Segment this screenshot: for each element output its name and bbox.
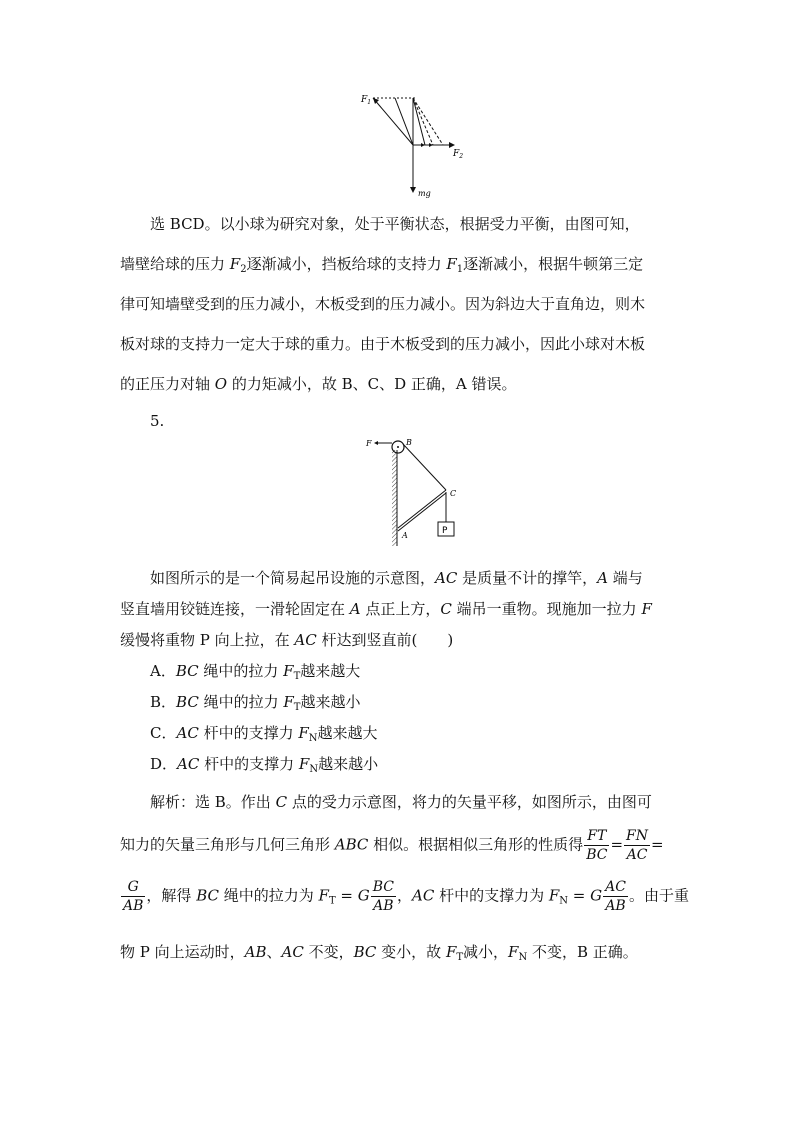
- option-c-text: 杆中的支撑力: [198, 724, 299, 742]
- analysis5-line1: [150, 791, 652, 812]
- stem1-c: 端与: [607, 569, 643, 587]
- frac4-num: BC: [372, 879, 394, 895]
- option-a[interactable]: [150, 660, 360, 681]
- analysis4-f1-sub: 1: [456, 264, 464, 275]
- frac4-den: AB: [373, 898, 394, 914]
- stem2-a-point: A: [349, 600, 361, 618]
- f1-arrowhead: [373, 98, 379, 104]
- stem2-b: 点正上方，: [360, 600, 441, 618]
- a5l2-abc: ABC: [334, 835, 369, 854]
- option-c-var: F: [298, 724, 309, 742]
- analysis4-line2-a: 墙壁给球的压力: [120, 255, 230, 273]
- option-d-var: F: [298, 755, 310, 773]
- a5l3-e: 。由于重: [628, 886, 689, 905]
- option-d-tail: 越来越小: [318, 755, 379, 773]
- option-c-tail: 越来越大: [317, 724, 378, 742]
- a5l4-ft: F: [445, 943, 457, 961]
- rope-bc: [403, 444, 446, 490]
- f-arrowhead: [374, 441, 378, 445]
- option-b[interactable]: [150, 691, 360, 712]
- question5-number: 5.: [150, 412, 165, 430]
- a5l3-g1: G: [357, 886, 370, 905]
- a5l3-a: ，解得: [146, 886, 197, 905]
- a5l4-fn: F: [508, 943, 519, 961]
- option-a-prefix: A．: [150, 662, 176, 680]
- option-a-var: F: [283, 662, 294, 680]
- stem2-f: F: [641, 600, 652, 618]
- stem1-a-point: A: [597, 569, 608, 587]
- option-c-subject: AC: [176, 724, 199, 742]
- option-d-prefix: D．: [150, 755, 178, 773]
- stem3-b: 杆达到竖直前( ): [316, 631, 454, 649]
- a5l4-a: 物 P 向上运动时，: [120, 943, 245, 961]
- f2-tick-2: [429, 143, 433, 147]
- c-label: C: [450, 489, 457, 498]
- a5l3-g2: G: [590, 886, 603, 905]
- crane-diagram-figure: [362, 436, 472, 548]
- pulley-axle: [397, 446, 399, 448]
- analysis5-line3: [120, 878, 689, 915]
- a5l3-fn: F: [548, 886, 560, 905]
- a5l3-eq1: =: [335, 886, 358, 905]
- a5l3-eq2: =: [568, 886, 591, 905]
- analysis4-line5-b: 的力矩减小，故 B、C、D 正确，A 错误。: [227, 375, 517, 393]
- option-d[interactable]: [150, 753, 378, 774]
- analysis5-line2: [120, 827, 664, 864]
- mg-arrowhead: [410, 187, 416, 193]
- mg-label: mg: [418, 189, 431, 198]
- p-label: P: [442, 526, 448, 536]
- frac-ft-bc: [584, 827, 609, 864]
- a5l4-ac: AC: [281, 943, 304, 961]
- a5l2-b: 相似。根据相似三角形的性质得: [368, 835, 584, 854]
- a5l4-ab: AB: [244, 943, 267, 961]
- analysis4-f1: F: [446, 255, 457, 273]
- analysis4-line4: 板对球的支持力一定大于球的重力。由于木板受到的压力减小，因此小球对木板: [120, 335, 646, 353]
- a5l3-fn-sub: N: [559, 895, 569, 907]
- option-b-sub: T: [293, 702, 301, 713]
- frac-bc-ab: [371, 878, 396, 915]
- a5l4-e: 减小，: [463, 943, 509, 961]
- frac-ab-den: AB: [123, 898, 144, 914]
- a5l4-ft-sub: T: [456, 952, 464, 963]
- option-d-text: 杆中的支撑力: [199, 755, 299, 773]
- f1-vector: [373, 98, 413, 145]
- a5l1-c: C: [275, 793, 288, 811]
- dashed-slant-2: [413, 98, 443, 145]
- a5l4-fn-sub: N: [518, 952, 528, 963]
- a5l4-d: 变小，故: [376, 943, 446, 961]
- option-c-sub: N: [308, 733, 318, 744]
- option-b-text: 绳中的拉力: [198, 693, 284, 711]
- a5l4-c: 不变，: [303, 943, 354, 961]
- frac-ac-ab: [603, 878, 628, 915]
- b-label: B: [406, 438, 412, 447]
- a5l4-f: 不变，B 正确。: [527, 943, 638, 961]
- stem2-c-point: C: [440, 600, 452, 618]
- frac-ft-num: FT: [584, 827, 609, 846]
- question5-stem-line2: [120, 598, 652, 619]
- analysis4-line5: [120, 373, 517, 394]
- frac5-den: AB: [605, 898, 626, 914]
- option-d-subject: AC: [177, 755, 200, 773]
- analysis4-f2-sub: 2: [240, 264, 247, 275]
- a5l3-ac: AC: [411, 886, 435, 905]
- question5-stem-line1: [150, 567, 643, 588]
- analysis4-line2: [120, 253, 643, 274]
- frac5-num: AC: [605, 879, 626, 895]
- option-a-tail: 越来越大: [300, 662, 361, 680]
- option-a-text: 绳中的拉力: [198, 662, 284, 680]
- stem1-a: 如图所示的是一个简易起吊设施的示意图，: [150, 569, 436, 587]
- stem2-a: 竖直墙用铰链连接，一滑轮固定在: [120, 600, 350, 618]
- option-a-subject: BC: [175, 662, 199, 680]
- analysis4-line1: 选 BCD。以小球为研究对象，处于平衡状态，根据受力平衡，由图可知，: [150, 215, 640, 233]
- frac-ac-den: AC: [626, 847, 648, 863]
- frac-fn-ac: [624, 827, 650, 864]
- frac-g-ab: [121, 878, 145, 915]
- stem1-b: 是质量不计的撑竿，: [457, 569, 598, 587]
- a5l1-b: 点的受力示意图，将力的矢量平移，如图所示，由图可: [287, 793, 652, 811]
- f2-label: $F_2$: [453, 149, 464, 160]
- wall: [392, 450, 397, 546]
- option-c-prefix: C．: [150, 724, 177, 742]
- a5-eq1: =: [610, 835, 624, 854]
- analysis4-f2: F: [229, 255, 241, 273]
- option-b-tail: 越来越小: [300, 693, 361, 711]
- solid-slant-1: [395, 98, 413, 145]
- frac-fn-num: FN: [626, 828, 648, 844]
- f-label: F: [366, 439, 372, 448]
- analysis4-line5-a: 的正压力对轴: [120, 375, 215, 393]
- a5l3-b: 绳中的拉力为: [218, 886, 319, 905]
- a5l3-c: ，: [396, 886, 412, 905]
- option-b-subject: BC: [176, 693, 199, 711]
- a5l4-bc: BC: [353, 943, 377, 961]
- a5l1-a: 解析：选 B。作出: [150, 793, 276, 811]
- analysis5-line4: [120, 941, 638, 962]
- a5l3-ft-sub: T: [328, 895, 336, 907]
- a5l3-ft: F: [318, 886, 329, 905]
- a-label: A: [402, 531, 408, 540]
- analysis4-line2-c: 逐渐减小，根据牛顿第三定: [463, 255, 644, 273]
- option-a-sub: T: [293, 671, 301, 682]
- option-b-prefix: B．: [150, 693, 177, 711]
- a5l3-bc: BC: [196, 886, 219, 905]
- frac-bc-den: BC: [586, 847, 608, 863]
- stem3-ac: AC: [294, 631, 317, 649]
- stem3-a: 缓慢将重物 P 向上拉，在: [120, 631, 295, 649]
- option-d-sub: N: [309, 764, 319, 775]
- option-c[interactable]: [150, 722, 378, 743]
- frac-g-num: G: [121, 878, 145, 897]
- stem2-c: 端吊一重物。现施加一拉力: [451, 600, 642, 618]
- analysis4-line3: 律可知墙壁受到的压力减小，木板受到的压力减小。因为斜边大于直角边，则木: [120, 295, 646, 313]
- analysis4-o: O: [214, 375, 228, 393]
- f2-arrowhead: [449, 142, 455, 148]
- question5-stem-line3: [120, 629, 453, 650]
- a5l4-b: 、: [266, 943, 282, 961]
- stem1-ac: AC: [435, 569, 458, 587]
- a5l2-a: 知力的矢量三角形与几何三角形: [120, 835, 335, 854]
- option-b-var: F: [283, 693, 294, 711]
- a5l3-d: 杆中的支撑力为: [434, 886, 549, 905]
- a5-eq2: =: [651, 835, 664, 854]
- analysis4-line2-b: 逐渐减小，挡板给球的支持力: [246, 255, 447, 273]
- f1-label: $F_1$: [361, 95, 372, 106]
- force-diagram-figure: [355, 88, 475, 200]
